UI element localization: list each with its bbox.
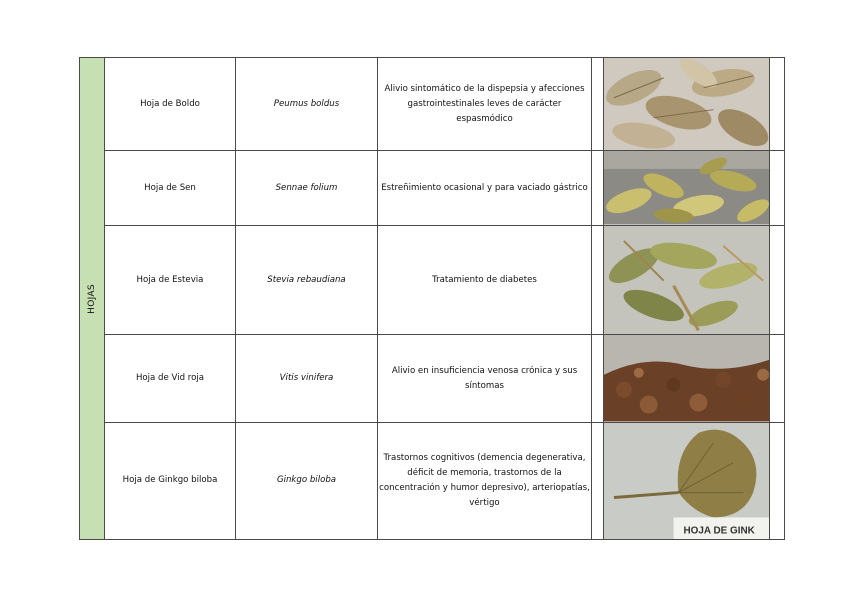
scientific-name-cell: Stevia rebaudiana: [236, 225, 378, 334]
spacer-cell: [592, 335, 604, 422]
table-row: [80, 58, 785, 151]
common-name-cell: Hoja de Boldo: [105, 58, 236, 151]
use-cell: Alivio sintomático de la dispepsia y afecciones gastrointestinales leves de carácter espasmódico: [378, 58, 592, 151]
senna-leaves-photo: [604, 151, 769, 225]
spacer-cell: [592, 151, 604, 226]
category-label: HOJAS: [87, 283, 97, 314]
scientific-name-cell: Peumus boldus: [236, 58, 378, 151]
common-name-cell: Hoja de Estevia: [105, 225, 236, 334]
spacer-cell: [770, 225, 785, 334]
scientific-name-cell: Vitis vinifera: [236, 335, 378, 422]
table-row: [80, 335, 785, 422]
use-cell: Trastornos cognitivos (demencia degenerativa, déficit de memoria, trastornos de la concentración y humor depresivo), arteriopatías, vértigo: [378, 422, 592, 539]
use-cell: Alivio en insuficiencia venosa crónica y sus síntomas: [378, 335, 592, 422]
boldo-leaves-photo: [604, 58, 769, 150]
common-name-cell: Hoja de Sen: [105, 151, 236, 226]
table-row: [80, 225, 785, 334]
photo-cell: [604, 422, 770, 539]
photo-cell: [604, 58, 770, 151]
use-cell: Tratamiento de diabetes: [378, 225, 592, 334]
table-row: [80, 422, 785, 539]
spacer-cell: [592, 422, 604, 539]
scientific-name-cell: Ginkgo biloba: [236, 422, 378, 539]
table-row: [80, 151, 785, 226]
common-name-cell: Hoja de Vid roja: [105, 335, 236, 422]
herbs-table: [79, 57, 785, 540]
spacer-cell: [770, 422, 785, 539]
spacer-cell: [770, 335, 785, 422]
ginkgo-leaf-photo: [604, 423, 769, 539]
use-cell: Estreñimiento ocasional y para vaciado gástrico: [378, 151, 592, 226]
spacer-cell: [592, 58, 604, 151]
stevia-leaves-photo: [604, 226, 769, 334]
photo-cell: [604, 335, 770, 422]
spacer-cell: [770, 151, 785, 226]
red-vine-leaves-photo: [604, 335, 769, 421]
common-name-cell: Hoja de Ginkgo biloba: [105, 422, 236, 539]
photo-label: HOJA DE GINK: [683, 525, 755, 537]
spacer-cell: [770, 58, 785, 151]
photo-cell: [604, 151, 770, 226]
spacer-cell: [592, 225, 604, 334]
scientific-name-cell: Sennae folium: [236, 151, 378, 226]
photo-cell: [604, 225, 770, 334]
category-cell: [80, 58, 105, 540]
